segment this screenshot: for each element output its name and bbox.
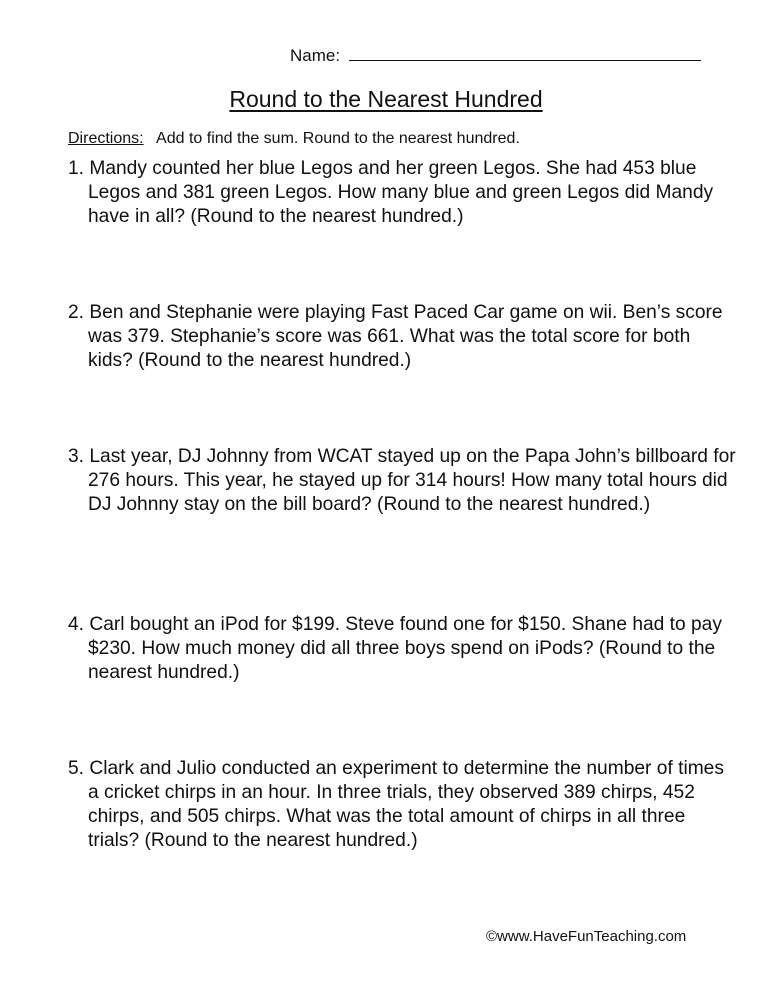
question-1 [68, 157, 738, 229]
question-text: Last year, DJ Johnny from WCAT stayed up on the Papa John’s billboard for 276 hours. This year, he stayed up for 314 hours! How many total hours did DJ Johnny stay on the bill board? (Round to the nearest hundred.) [88, 446, 736, 515]
question-number: 5. [68, 758, 85, 779]
name-blank-line[interactable] [349, 46, 701, 61]
question-text: Carl bought an iPod for $199. Steve found one for $150. Shane had to pay $230. How much money did all three boys spend on iPods? (Round to the nearest hundred.) [88, 614, 722, 683]
question-text: Mandy counted her blue Legos and her green Legos. She had 453 blue Legos and 381 green Legos. How many blue and green Legos did Mandy have in all? (Round to the nearest hundred.) [88, 158, 714, 227]
name-field-row [290, 46, 701, 66]
directions [68, 130, 520, 148]
question-text: Ben and Stephanie were playing Fast Paced Car game on wii. Ben’s score was 379. Stephanie’s score was 661. What was the total score for both kids? (Round to the nearest hundred.) [88, 302, 723, 371]
directions-label: Directions: [68, 130, 144, 147]
directions-text: Add to find the sum. Round to the nearest hundred. [156, 130, 520, 147]
question-2 [68, 301, 738, 373]
copyright-footer: ©www.HaveFunTeaching.com [486, 928, 687, 945]
question-number: 3. [68, 446, 85, 467]
question-3 [68, 445, 738, 517]
question-number: 4. [68, 614, 85, 635]
question-4 [68, 613, 738, 685]
question-text: Clark and Julio conducted an experiment to determine the number of times a cricket chirps in an hour. In three trials, they observed 389 chirps, 452 chirps, and 505 chirps. What was the total amount of chirps in all three trials? (Round to the nearest hundred.) [88, 758, 724, 851]
question-number: 1. [68, 158, 85, 179]
page-title: Round to the Nearest Hundred [229, 86, 543, 112]
question-number: 2. [68, 302, 85, 323]
name-label: Name: [290, 46, 341, 65]
question-5 [68, 757, 738, 853]
